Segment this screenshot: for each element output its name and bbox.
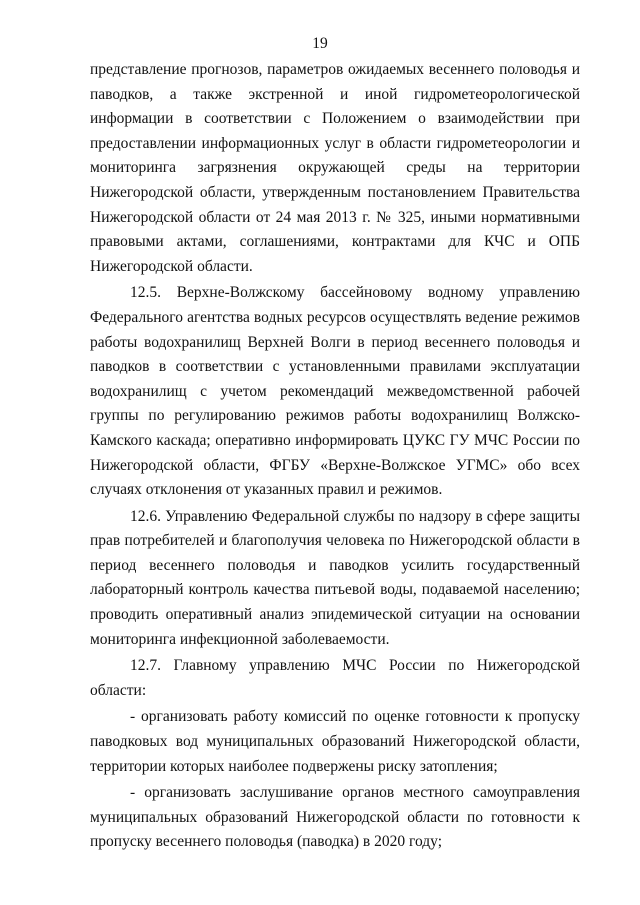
list-item-hearings: - организовать заслушивание органов местного самоуправления муниципальных образований Нижегородской области по готовности к пропуску весеннего половодья (паводка) в 2020 году;: [90, 784, 580, 851]
list-item-commissions: - организовать работу комиссий по оценке готовности к пропуску паводковых вод муниципальных образований Нижегородской области, территории которых наиболее подвержены риску затопления;: [90, 708, 580, 775]
document-body: [90, 58, 580, 855]
paragraph-12-5: 12.5. Верхне-Волжскому бассейновому водному управлению Федерального агентства водных ресурсов осуществлять ведение режимов работы водохранилищ Верхней Волги в период весеннего половодья и паводков в соответствии с установленными правилами эксплуатации водохранилищ с учетом рекомендаций межведомственной рабочей группы по регулированию режимов работы водохранилищ Волжско-Камского каскада; оперативно информировать ЦУКС ГУ МЧС России по Нижегородской области, ФГБУ «Верхне-Волжское УГМС» обо всех случаях отклонения от указанных правил и режимов.: [90, 284, 580, 499]
paragraph-12-6: 12.6. Управлению Федеральной службы по надзору в сфере защиты прав потребителей и благополучия человека по Нижегородской области в период весеннего половодья и паводков усилить государственный лабораторный контроль качества питьевой воды, подаваемой населению; проводить оперативный анализ эпидемической ситуации на основании мониторинга инфекционной заболеваемости.: [90, 507, 580, 648]
paragraph-continuation: представление прогнозов, параметров ожидаемых весеннего половодья и паводков, а также экстренной и иной гидрометеорологической информации в соответствии с Положением о взаимодействии при предоставлении информационных услуг в области гидрометеорологии и мониторинга загрязнения окружающей среды на территории Нижегородской области, утвержденным постановлением Правительства Нижегородской области от 24 мая 2013 г. № 325, иными нормативными правовыми актами, соглашениями, контрактами для КЧС и ОПБ Нижегородской области.: [90, 61, 580, 275]
page-number: 19: [312, 35, 328, 52]
paragraph-12-7: 12.7. Главному управлению МЧС России по Нижегородской области:: [90, 657, 580, 699]
